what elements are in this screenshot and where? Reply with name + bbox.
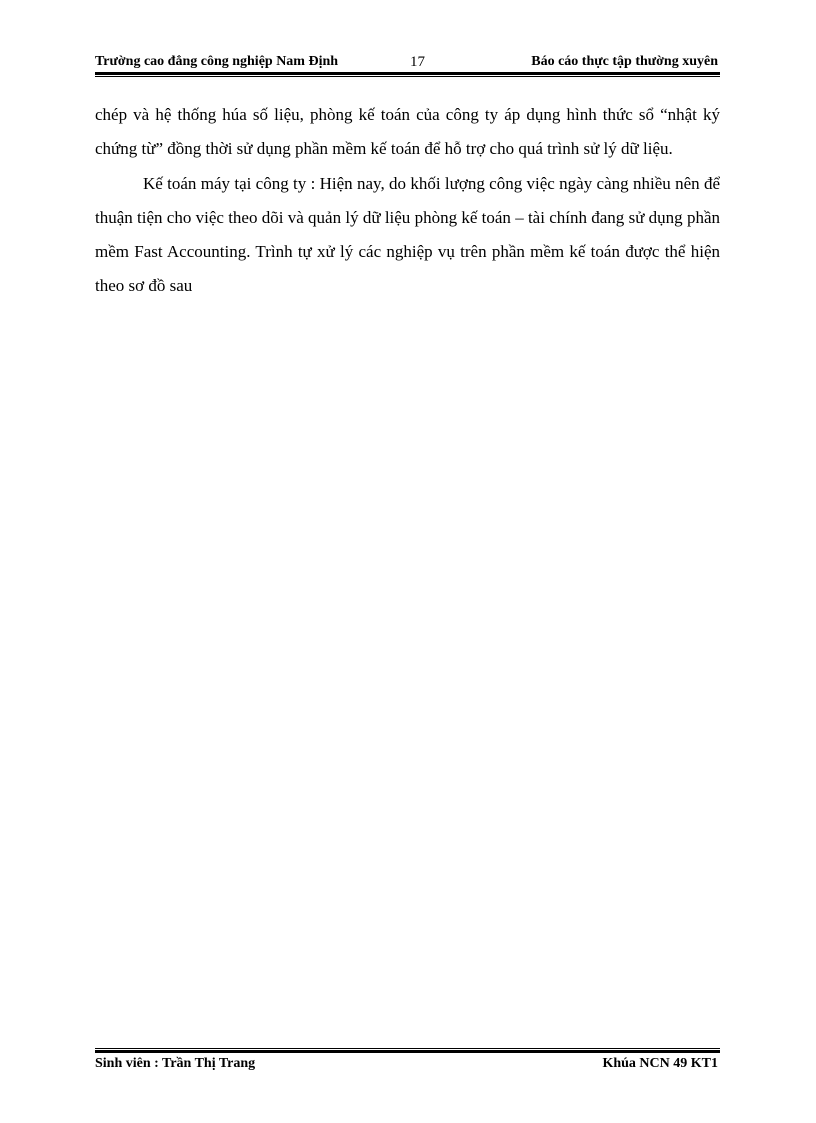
page-footer: [95, 1054, 720, 1074]
body-text: [95, 98, 720, 304]
page-header: [95, 52, 720, 72]
header-page-number: 17: [410, 54, 425, 70]
header-divider: [95, 72, 720, 77]
paragraph-accounting-software: Kế toán máy tại công ty : Hiện nay, do khối lượng công việc ngày càng nhiều nên để thuận tiện cho việc theo dõi và quản lý dữ liệu phòng kế toán – tài chính đang sử dụng phần mềm Fast Accounting. Trình tự xử lý các nghiệp vụ trên phần mềm kế toán được thể hiện theo sơ đồ sau: [95, 174, 720, 295]
header-report-title: Báo cáo thực tập thường xuyên: [531, 54, 718, 69]
footer-divider: [95, 1048, 720, 1053]
paragraph-continued: chép và hệ thống húa số liệu, phòng kế toán của công ty áp dụng hình thức sổ “nhật ký chứng từ” đồng thời sử dụng phần mềm kế toán để hỗ trợ cho quá trình sử lý dữ liệu.: [95, 105, 720, 158]
header-school-name: Trường cao đẳng công nghiệp Nam Định: [95, 54, 339, 69]
footer-student-name: Sinh viên : Trần Thị Trang: [95, 1056, 256, 1071]
footer-class: Khúa NCN 49 KT1: [602, 1056, 718, 1071]
